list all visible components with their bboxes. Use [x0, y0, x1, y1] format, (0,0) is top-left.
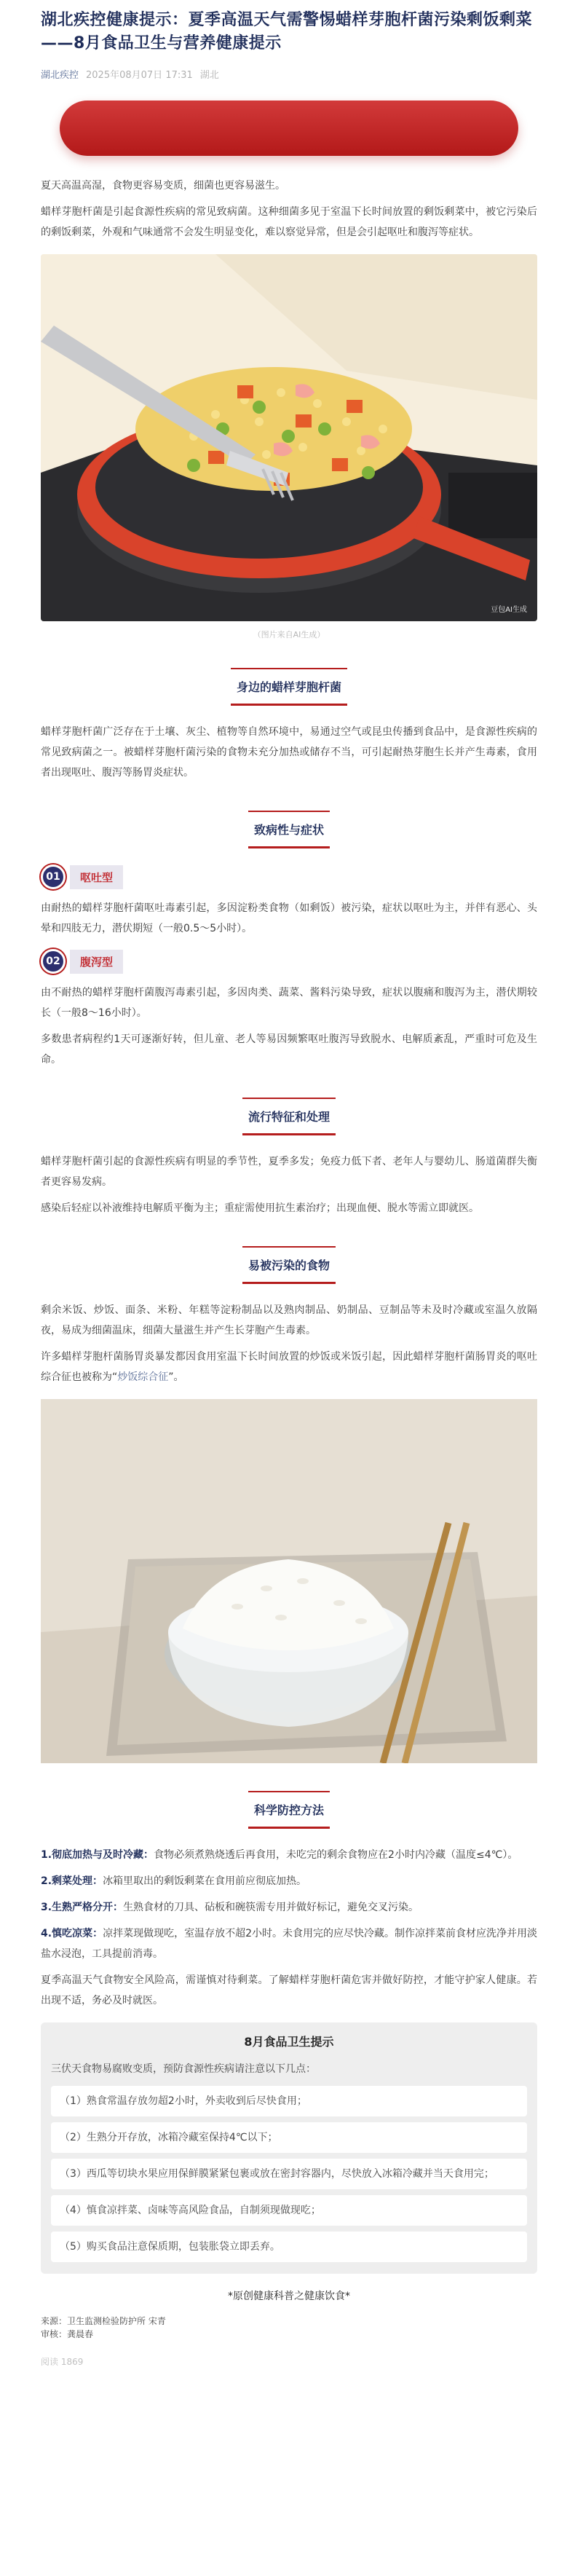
heading-rule: [248, 1827, 330, 1829]
ai-watermark: 豆包AI生成: [491, 606, 527, 614]
closing-paragraph: 夏季高温天气食物安全风险高，需谨慎对待剩菜。了解蜡样芽胞杆菌危害并做好防控，才能守护家人健康。若出现不适，务必及时就医。: [41, 1974, 537, 2006]
heading-rule: [242, 1133, 336, 1135]
prevention-item-3: [41, 1897, 537, 1918]
section-title: 身边的蜡样芽胞杆菌: [236, 680, 341, 694]
banner-area: [41, 81, 537, 176]
monthly-tips-box: [41, 2022, 537, 2274]
rice-bowl-svg: [41, 1399, 537, 1763]
article-meta: [41, 67, 537, 81]
number-badge: 02: [41, 949, 66, 974]
paragraph-text: 许多蜡样芽胞杆菌肠胃炎暴发都因食用室温下长时间放置的炒饭或米饭引起，因此蜡样芽胞杆菌肠胃炎的呕吐综合征也被称为“: [41, 1351, 537, 1383]
treatment-paragraph: 感染后轻症以补液维持电解质平衡为主；重症需使用抗生素治疗；出现血便、脱水等需立即就医。: [41, 1202, 479, 1214]
fried-rice-pan-illustration[interactable]: [41, 254, 537, 621]
symptom-type-1-header: [41, 864, 537, 889]
risky-foods-paragraph: 剩余米饭、炒饭、面条、米粉、年糕等淀粉制品以及熟肉制品、奶制品、豆制品等未及时冷藏或室温久放隔夜，易成为细菌温床，细菌大量滋生并产生长芽胞产生毒素。: [41, 1304, 537, 1336]
intro-paragraph-1: 夏天高温高湿，食物更容易变质，细菌也更容易滋生。: [41, 180, 285, 192]
read-count: 阅读 1869: [41, 2357, 84, 2367]
account-name-link[interactable]: 湖北疾控: [41, 70, 79, 81]
fried-rice-syndrome-link[interactable]: 炒饭综合征: [117, 1371, 169, 1383]
section-title: 科学防控方法: [253, 1803, 324, 1817]
tip-item: （3）西瓜等切块水果应用保鲜膜紧紧包裹或放在密封容器内，尽快放入冰箱冷藏并当天食用完；: [51, 2159, 527, 2189]
review-credit: 审核：龚晨春: [41, 2329, 94, 2339]
article-credits: [41, 2315, 537, 2341]
epidemiology-paragraph: 蜡样芽胞杆菌引起的食源性疾病有明显的季节性，夏季多发；免疫力低下者、老年人与婴幼儿、肠道菌群失衡者更容易发病。: [41, 1156, 537, 1188]
tips-title: 8月食品卫生提示: [244, 2035, 334, 2049]
section-heading-5: [248, 1791, 330, 1829]
tips-intro: 三伏天食物易腐败变质，预防食源性疾病请注意以下几点：: [51, 2063, 316, 2075]
prognosis-paragraph: 多数患者病程约1天可逐渐好转，但儿童、老人等易因频繁呕吐腹泻导致脱水、电解质紊乱，严重时可危及生命。: [41, 1033, 537, 1066]
symptom-type-2-header: [41, 949, 537, 974]
prevention-text: 冰箱里取出的剩饭剩菜在食用前应彻底加热。: [103, 1875, 307, 1887]
heading-rule: [248, 846, 330, 848]
rice-bowl-photo[interactable]: [41, 1399, 537, 1763]
section-heading-3: [242, 1098, 336, 1135]
heading-rule: [231, 704, 347, 706]
prevention-item-4: [41, 1923, 537, 1964]
tip-item: （2）生熟分开存放，冰箱冷藏室保持4℃以下；: [51, 2122, 527, 2153]
prevention-item-1: [41, 1845, 537, 1865]
prevention-key: 3.生熟严格分开：: [41, 1902, 124, 1913]
prevention-text: 凉拌菜现做现吃，室温存放不超2小时。未食用完的应尽快冷藏。制作凉拌菜前食材应洗净并用淡盐水浸泡，工具提前消毒。: [41, 1928, 538, 1960]
source-credit: 来源：卫生监测检验防护所 宋青: [41, 2316, 166, 2326]
prevention-key: 1.彻底加热与及时冷藏：: [41, 1849, 154, 1861]
number-badge: 01: [41, 864, 66, 889]
prevention-key: 2.剩菜处理：: [41, 1875, 103, 1887]
heading-rule: [242, 1282, 336, 1284]
tip-item: （1）熟食常温存放勿超2小时，外卖收到后尽快食用；: [51, 2086, 527, 2116]
pan-illustration-svg: [41, 254, 537, 621]
vomiting-type-paragraph: 由耐热的蜡样芽胞杆菌呕吐毒素引起，多因淀粉类食物（如剩饭）被污染，症状以呕吐为主，并伴有恶心、头晕和四肢无力，潜伏期短（一般0.5～5小时）。: [41, 902, 537, 934]
prevention-item-2: [41, 1871, 537, 1891]
section-heading-4: [242, 1246, 336, 1284]
article-title: 湖北疾控健康提示：夏季高温天气需警惕蜡样芽胞杆菌污染剩饭剩菜——8月食品卫生与营养健康提示: [41, 11, 533, 52]
fried-rice-syndrome-paragraph: [41, 1347, 537, 1387]
section-title: 流行特征和处理: [248, 1110, 330, 1124]
section-heading-2: [248, 811, 330, 848]
paragraph-text: ”。: [168, 1371, 184, 1383]
symptom-tag: 腹泻型: [70, 950, 123, 974]
image-caption-1: （图片来自AI生成）: [253, 630, 325, 639]
prevention-text: 生熟食材的刀具、砧板和碗筷需专用并做好标记，避免交叉污染。: [123, 1902, 419, 1913]
publish-region: 湖北: [199, 70, 219, 81]
tip-item: （4）慎食凉拌菜、卤味等高风险食品，自制须现做现吃；: [51, 2195, 527, 2226]
section-title: 易被污染的食物: [248, 1259, 330, 1272]
section-heading-1: [231, 668, 347, 706]
diarrhea-type-paragraph: 由不耐热的蜡样芽胞杆菌腹泻毒素引起，多因肉类、蔬菜、酱料污染导致，症状以腹痛和腹泻为主，潜伏期较长（一般8～16小时）。: [41, 987, 537, 1019]
red-banner-image: [60, 101, 518, 156]
intro-paragraph-2: 蜡样芽胞杆菌是引起食源性疾病的常见致病菌。这种细菌多见于室温下长时间放置的剩饭剩菜中，被它污染后的剩饭剩菜，外观和气味通常不会发生明显变化，难以察觉异常，但是会引起呕吐和腹泻等症状。: [41, 206, 537, 238]
publish-date: 2025年08月07日 17:31: [86, 70, 193, 81]
footer-tagline: *原创健康科普之健康饮食*: [228, 2291, 350, 2302]
symptom-tag: 呕吐型: [70, 865, 123, 889]
section-title: 致病性与症状: [253, 823, 324, 837]
section1-paragraph: 蜡样芽胞杆菌广泛存在于土壤、灰尘、植物等自然环境中，易通过空气或昆虫传播到食品中，是食源性疾病的常见致病菌之一。被蜡样芽胞杆菌污染的食物未充分加热或储存不当，可引起耐热芽胞生长并产生毒素，食用者出现呕吐、腹泻等肠胃炎症状。: [41, 726, 537, 779]
tip-item: （5）购买食品注意保质期，包装胀袋立即丢弃。: [51, 2232, 527, 2262]
prevention-key: 4.慎吃凉菜：: [41, 1928, 103, 1939]
prevention-text: 食物必须煮熟烧透后再食用，未吃完的剩余食物应在2小时内冷藏（温度≤4℃）。: [154, 1849, 518, 1861]
